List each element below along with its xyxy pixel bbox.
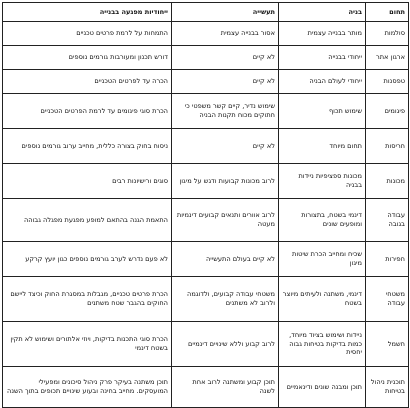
table-row [3, 277, 409, 322]
cell-uniqueness: דורש תכנון ומעורבות גורמים נוספים [3, 46, 172, 70]
table-row [3, 242, 409, 277]
header-industry: תעשייה [172, 3, 279, 22]
cell-industry: אסור בבנייה עצמית [172, 22, 279, 46]
table-row [3, 199, 409, 242]
cell-industry: לא קיים [172, 129, 279, 164]
header-uniqueness: ייחודיות מפגעה בבנייה [3, 3, 172, 22]
cell-uniqueness: הכרת סוגי התכנות בדיקות, ויוזי אלתורים ושימוש לא תקין בשטח דינמי [3, 322, 172, 367]
table-row [3, 94, 409, 129]
cell-uniqueness: הכרת סוגי פיגומים עד לרמת הפרטים הטכניים [3, 94, 172, 129]
cell-uniqueness: לא פעם נדרש לערב גורמים נוספים כגון יועץ קרקע [3, 242, 172, 277]
cell-industry: לרוב אוורים ותנאים קבועים דינמיות מעטה [172, 199, 279, 242]
cell-construction: שימוש תכוף [279, 94, 366, 129]
cell-industry: לא קיים [172, 70, 279, 94]
cell-uniqueness: התמחות על לרמת פרטים טכניים [3, 22, 172, 46]
cell-domain: משטחי עבודה [366, 277, 409, 322]
header-row [3, 3, 409, 22]
cell-uniqueness: ניסוח בחוק בצורה כללית, מחייב ערוב גורמים נוספים [3, 129, 172, 164]
cell-construction: מותר בבנייה עצמית [279, 22, 366, 46]
table-row [3, 46, 409, 70]
cell-domain: ארגון אתר [366, 46, 409, 70]
cell-domain: תוכנית ניהול בטיחות [366, 367, 409, 408]
comparison-table [2, 2, 409, 408]
cell-domain: חפירות [366, 242, 409, 277]
table-row [3, 322, 409, 367]
table-row [3, 164, 409, 199]
cell-uniqueness: תוכן משתנה בעיקר פרק ניהול סיכונים ומפעילי המועסקים. מחייב בחינה ובעוע שינויים תכופים בתוך השנה [3, 367, 172, 408]
cell-industry: משטחי עבודה קבועים, ולדוגמה ולרוב לא משתנים [172, 277, 279, 322]
cell-uniqueness: סוגים ורישיונות רבים [3, 164, 172, 199]
cell-uniqueness: הכרה עד לפרטים הטכניים [3, 70, 172, 94]
cell-construction: מכונות ספציפיות ניידות בבניה [279, 164, 366, 199]
table-row [3, 22, 409, 46]
cell-domain: טפסנות [366, 70, 409, 94]
cell-industry: שימוש נדיר, קיים קשר משפטי כי חתוקים מכוח תקנות הבניה [172, 94, 279, 129]
cell-domain: חשמל [366, 322, 409, 367]
cell-domain: פיגומים [366, 94, 409, 129]
cell-domain: עבודה בגובה [366, 199, 409, 242]
cell-industry: לרוב מכונות קבועות ודגש על מיגון [172, 164, 279, 199]
comparison-table-container [2, 2, 408, 404]
cell-domain: חריסות [366, 129, 409, 164]
cell-uniqueness: התאמת הגנה בהתאם למופע מפגעת מפגלה גבוהה [3, 199, 172, 242]
header-construction: בניה [279, 3, 366, 22]
cell-construction: דינמי בשטח, בתצורות ומופעים שונים [279, 199, 366, 242]
cell-construction: שכיח ומחייב הכרת שיטות מיגון [279, 242, 366, 277]
cell-construction: תוכן ומבנה שונים ודינאמיים [279, 367, 366, 408]
cell-industry: לא קיים בעולם התעשייה [172, 242, 279, 277]
table-row [3, 129, 409, 164]
cell-domain: סולמות [366, 22, 409, 46]
cell-construction: ייחודי לעולם הבניה [279, 70, 366, 94]
cell-construction: ייחודי בבנייה [279, 46, 366, 70]
cell-construction: ניידות ושימוש בציוד מיוחד, כמות בדיקות בטיחות גבוה יחסית [279, 322, 366, 367]
cell-industry: לא קיים [172, 46, 279, 70]
cell-construction: דינמי, משתנה ולעיתים מיוצר בשטח [279, 277, 366, 322]
table-row [3, 70, 409, 94]
cell-domain: מכונות [366, 164, 409, 199]
cell-uniqueness: הכרת פרטים טכניים, מגבלות במסגרת החוק וכיצד ליישם החוקים בהגבר שטח משתנים [3, 277, 172, 322]
header-domain: תחום [366, 3, 409, 22]
cell-industry: לרוב קבוע וללא שינויים דינמיים [172, 322, 279, 367]
cell-construction: תחום מיוחד [279, 129, 366, 164]
cell-industry: תוכן קבוע ומשתנה לרוב אחת לשנה [172, 367, 279, 408]
table-row [3, 367, 409, 408]
